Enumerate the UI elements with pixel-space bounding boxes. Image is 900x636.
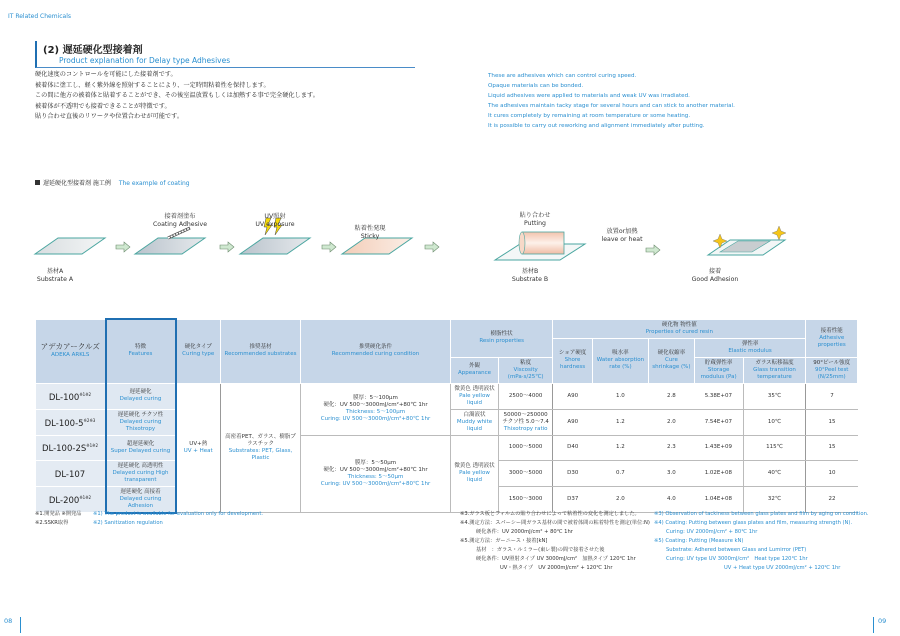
step-good-adhesion	[680, 268, 750, 284]
col-appearance: 外観 Appearance	[451, 357, 499, 383]
appearance-cell: 微黄色 透明液状 Pale yellow liquid	[451, 383, 499, 409]
tg-cell: 32℃	[743, 486, 806, 513]
col-resin: 樹脂性状 Resin properties	[451, 319, 553, 357]
step-uv	[240, 213, 310, 229]
notes-left	[35, 510, 263, 528]
diagram-title	[35, 178, 190, 187]
water-cell: 0.7	[592, 460, 648, 486]
condition-cell: 膜厚：5〜100μm 硬化：UV 500〜3000mJ/cm²+80℃ 1hr Thickness: 5〜100μm Curing: UV 500〜3000mJ/cm²+80℃ 1hr	[301, 383, 451, 435]
col-shrink: 硬化収縮率 Cure shrinkage (%)	[649, 338, 695, 383]
step-en: UV exposure	[255, 221, 295, 228]
step-en: Good Adhesion	[691, 276, 739, 283]
water-cell: 1.2	[592, 435, 648, 460]
arrow-right-icon	[425, 242, 439, 252]
feature-cell: 遅延硬化 高接着 Delayed curing Adhesion	[106, 486, 176, 513]
putting-icon	[495, 232, 585, 260]
note-line: ※4.測定方法：スパーシー間ガラス基材の間で被着体間の粘着特性を測定(単位:N)	[460, 520, 650, 526]
note-line: ※4) Coating: Putting between glass plates and film, measuring strength (N).	[654, 520, 853, 526]
desc-jp-line: 被着体に塗工し、軽く紫外線を照射することにより、一定時間粘着性を保持します。	[35, 81, 270, 89]
storage-cell: 1.02E+08	[694, 460, 743, 486]
step-jp: 粘着性発現	[354, 225, 386, 232]
peel-cell: 7	[806, 383, 858, 409]
viscosity-cell: 3000〜5000	[499, 460, 553, 486]
step-jp: 接着	[708, 268, 722, 275]
arrow-right-icon	[220, 242, 234, 252]
section-title-en: Product explanation for Delay type Adhesives	[59, 56, 231, 65]
step-jp: UV照射	[264, 213, 286, 220]
product-name: $DL-100^{※1※2}$	[36, 383, 106, 409]
col-series: アデカアークルズ ADEKA ARKLS	[36, 319, 106, 383]
col-elastic: 弾性率 Elastic modulus	[694, 338, 806, 357]
step-jp: 貼り合わせ	[519, 212, 551, 219]
col-water: 吸水率 Water absorption rate (%)	[592, 338, 648, 383]
notes-middle	[460, 510, 650, 573]
peel-cell: 10	[806, 460, 858, 486]
step-en: Putting	[524, 220, 546, 227]
product-name: $DL-100-5^{※2※3}$	[36, 409, 106, 435]
feature-cell: 遅延硬化 チクソ性 Delayed curing Thixotropy	[106, 409, 176, 435]
note-line: Curing: UV 2000mJ/cm² + 80℃ 1hr	[666, 529, 758, 535]
step-substrate-b	[500, 268, 560, 284]
note-line: Curing: UV type UV 3000mJ/cm² Heat type 120℃ 1hr	[666, 556, 808, 562]
step-putting	[505, 212, 565, 228]
step-en: leave or heat	[601, 236, 643, 243]
appearance-cell: 白濁液状 Muddy white liquid	[451, 409, 499, 435]
table-row	[36, 435, 858, 460]
substrate-a-icon	[35, 238, 105, 254]
good-adhesion-icon	[708, 226, 786, 255]
col-storage: 貯蔵弾性率 Storage modulus (Pa)	[694, 357, 743, 383]
step-leave-heat	[592, 228, 652, 244]
desc-en-line: It is possible to carry out reworking and alignment immediately after putting.	[488, 123, 705, 129]
storage-cell: 7.54E+07	[694, 409, 743, 435]
page-number-left: 08	[4, 617, 21, 633]
col-peel: 90°ピール強度 90°Peel test (N/25mm)	[806, 357, 858, 383]
col-adhesion: 接着性能 Adhesive properties	[806, 319, 858, 357]
arrow-right-icon	[116, 242, 130, 252]
peel-cell: 22	[806, 486, 858, 513]
product-name: $DL-100-2S^{※1※2}$	[36, 435, 106, 460]
description-jp	[35, 70, 319, 123]
col-tg: ガラス転移温度 Glass transition temperature	[743, 357, 806, 383]
coating-adhesive-icon	[135, 228, 205, 254]
storage-cell: 1.43E+09	[694, 435, 743, 460]
peel-cell: 15	[806, 409, 858, 435]
note-line: ※1.開発品 ※開発品 ※1) The product is available for evaluation only for development.	[35, 511, 264, 517]
step-jp: 基材B	[521, 268, 539, 275]
note-line: ※3) Observation of tackiness between glass plates and film by aging on condition.	[654, 511, 869, 517]
category-tag: IT Related Chemicals	[8, 13, 71, 20]
product-name: $DL-200^{※1※2}$	[36, 486, 106, 513]
water-cell: 1.0	[592, 383, 648, 409]
step-en: Substrate B	[511, 276, 549, 283]
condition-cell: 膜厚：5〜50μm 硬化：UV 500〜3000mJ/cm²+80℃ 1hr Thickness: 5〜50μm Curing: UV 500〜3000mJ/cm²+80℃ 1hr	[301, 435, 451, 513]
table-row	[36, 383, 858, 409]
col-feature: 特徴 Features	[106, 319, 176, 383]
feature-cell: 遅延硬化 高透明性 Delayed curing High transparent	[106, 460, 176, 486]
desc-jp-line: 硬化速度のコントロールを可能にした接着剤です。	[35, 71, 177, 78]
substrate-cell: 高密着PET、ガラス、樹脂プラスチック Substrates: PET, Glass, Plastic	[221, 383, 301, 513]
page-number-right: 09	[873, 617, 886, 633]
arrow-right-icon	[646, 245, 660, 255]
viscosity-cell: 1000〜5000	[499, 435, 553, 460]
notes-right	[654, 510, 869, 573]
water-cell: 2.0	[592, 486, 648, 513]
desc-en-line: These are adhesives which can control curing speed.	[488, 73, 637, 79]
shore-cell: D30	[553, 460, 592, 486]
shore-cell: A90	[553, 409, 592, 435]
tg-cell: 10℃	[743, 409, 806, 435]
shrink-cell: 2.3	[649, 435, 695, 460]
tg-cell: 40℃	[743, 460, 806, 486]
arrow-right-icon	[322, 242, 336, 252]
step-substrate-a	[30, 268, 80, 284]
shrink-cell: 3.0	[649, 460, 695, 486]
tg-cell: 35℃	[743, 383, 806, 409]
step-jp: 接着剤塗布	[164, 213, 196, 220]
step-jp: 基材A	[46, 268, 64, 275]
note-line: ※5.測定方法：ガーニース・接着[kN]	[460, 538, 548, 544]
note-line: UV・熱タイプ UV 2000mJ/cm² + 120℃ 1hr	[500, 565, 613, 571]
step-coating	[140, 213, 220, 229]
viscosity-cell: 1500〜3000	[499, 486, 553, 513]
storage-cell: 5.38E+07	[694, 383, 743, 409]
desc-en-line: It cures completely by remaining at room temperature or some heating.	[488, 113, 691, 119]
shore-cell: A90	[553, 383, 592, 409]
diagram-title-en: The example of coating	[118, 180, 190, 187]
step-sticky	[340, 225, 400, 241]
note-line: 基材 ：ガラス・ルミラー(東レ製)の間で接着させた後	[476, 547, 605, 553]
appearance-cell: 微黄色 透明液状 Pale yellow liquid	[451, 435, 499, 513]
step-en: Coating Adhesive	[152, 221, 208, 228]
viscosity-cell: 2500〜4000	[499, 383, 553, 409]
desc-jp-line: この間に他方の被着体と貼着することができ、その後室温放置もしくは加熱する事で完全硬化します。	[35, 92, 319, 99]
note-line: Substrate: Adhered between Glass and Lumirror (PET)	[666, 547, 807, 553]
step-en: Substrate A	[36, 276, 74, 283]
note-line: ※2.SSKR取得 ※2) Sanitization regulation	[35, 520, 163, 526]
shrink-cell: 2.8	[649, 383, 695, 409]
square-bullet-icon	[35, 180, 40, 185]
step-jp: 放置or加熱	[606, 228, 638, 235]
step-en: Sticky	[360, 233, 380, 240]
note-line: ※5) Coating: Putting (Measure kN)	[654, 538, 744, 544]
feature-cell: 遅延硬化 Delayed curing	[106, 383, 176, 409]
note-line: 硬化条件：UV照射タイプ UV 3000mJ/cm² 加熱タイプ 120℃ 1hr	[476, 556, 636, 562]
col-substrate: 推奨基材 Recommended substrates	[221, 319, 301, 383]
water-cell: 1.2	[592, 409, 648, 435]
spec-table	[35, 318, 858, 514]
shore-cell: D37	[553, 486, 592, 513]
shrink-cell: 2.0	[649, 409, 695, 435]
desc-jp-line: 被着体が不透明でも接着できることが特徴です。	[35, 102, 171, 110]
note-line: ※3.ガラス板とフィルムの貼り合わせによって粘着性の変化を測定しました。	[460, 511, 640, 517]
storage-cell: 1.04E+08	[694, 486, 743, 513]
product-name: DL-107	[36, 460, 106, 486]
desc-en-line: Liquid adhesives were applied to materials and weak UV was irradiated.	[488, 93, 690, 99]
desc-jp-line: 貼り合わせ直後のリワークや位置合わせが可能です。	[35, 113, 184, 120]
desc-en-line: The adhesives maintain tacky stage for several hours and can stick to another material.	[488, 103, 735, 109]
description-en	[488, 71, 735, 131]
shore-cell: D40	[553, 435, 592, 460]
col-cure-type: 硬化タイプ Curing type	[176, 319, 221, 383]
col-physical: 硬化物 物性値 Properties of cured resin	[553, 319, 806, 338]
feature-cell: 超遅延硬化 Super Delayed curing	[106, 435, 176, 460]
viscosity-cell: 50000〜250000 チクソ性 5.0〜7.4 Thixotropy ratio	[499, 409, 553, 435]
shrink-cell: 4.0	[649, 486, 695, 513]
col-viscosity: 粘度 Viscosity (mPa·s/25℃)	[499, 357, 553, 383]
note-line: UV + Heat type UV 2000mJ/cm² + 120℃ 1hr	[724, 565, 841, 571]
section-title	[35, 41, 415, 68]
cure-type-cell: UV+熱 UV + Heat	[176, 383, 221, 513]
note-line: 硬化条件：UV 2000mJ/cm² + 80℃ 1hr	[476, 529, 573, 535]
tg-cell: 115℃	[743, 435, 806, 460]
col-condition: 推奨硬化条件 Recommended curing condition	[301, 319, 451, 383]
diagram-title-jp: 遅延硬化型接着剤 施工例	[43, 180, 111, 187]
col-shore: ショア硬度 Shore hardness	[553, 338, 592, 383]
peel-cell: 15	[806, 435, 858, 460]
section-title-jp: (2) 遅延硬化型接着剤	[43, 45, 143, 56]
desc-en-line: Opaque materials can be bonded.	[488, 83, 584, 89]
